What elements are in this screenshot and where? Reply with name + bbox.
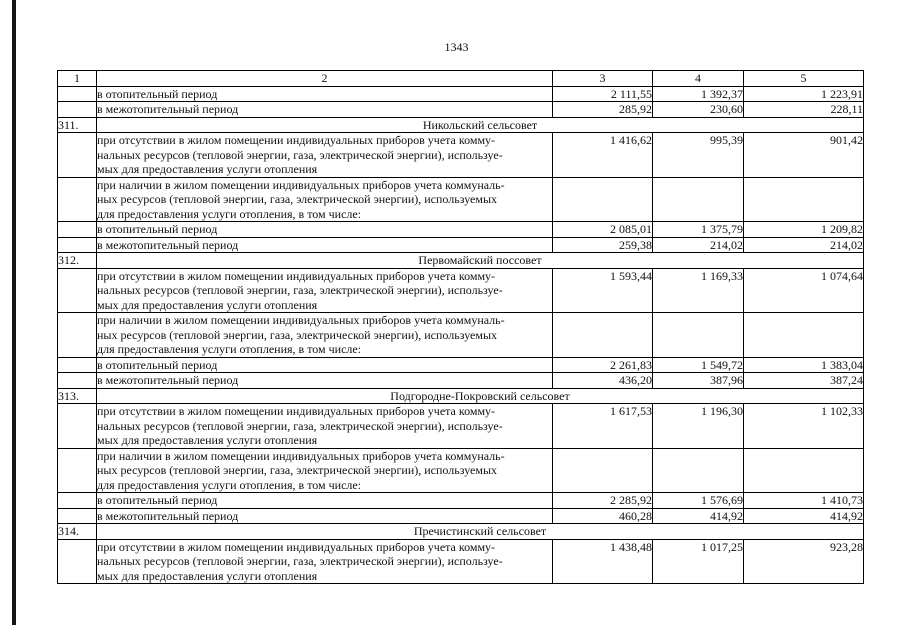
- section-title: Первомайский поссовет: [97, 253, 864, 269]
- description-cell: [97, 404, 553, 449]
- value-cell-col-4: 387,96: [653, 373, 744, 389]
- value-cell-col-4: 995,39: [653, 133, 744, 178]
- tariff-table: [57, 70, 864, 584]
- value-cell-col-4: [653, 313, 744, 358]
- value-cell-col-4: 230,60: [653, 102, 744, 118]
- description-cell: [97, 86, 553, 102]
- description-cell: [97, 508, 553, 524]
- table-row: [58, 313, 864, 358]
- row-number-cell: 312.: [58, 253, 97, 269]
- description-line: мых для предоставления услуги отопления: [97, 568, 318, 583]
- value-cell-col-5: 1 410,73: [744, 493, 864, 509]
- value-cell-col-5: 1 209,82: [744, 222, 864, 238]
- value-cell-col-4: 1 392,37: [653, 86, 744, 102]
- table-row: [58, 102, 864, 118]
- value-cell-col-3: 2 285,92: [553, 493, 653, 509]
- value-cell-col-4: 1 169,33: [653, 268, 744, 313]
- row-number-cell: [58, 493, 97, 509]
- value-cell-col-5: 1 074,64: [744, 268, 864, 313]
- value-cell-col-5: 901,42: [744, 133, 864, 178]
- value-cell-col-3: 285,92: [553, 102, 653, 118]
- row-number-cell: [58, 268, 97, 313]
- description-line: нальных ресурсов (тепловой энергии, газа, электрической энергии), используе-: [97, 418, 503, 433]
- column-header-5: 5: [744, 71, 864, 87]
- value-cell-col-5: 387,24: [744, 373, 864, 389]
- value-cell-col-5: 414,92: [744, 508, 864, 524]
- row-number-cell: [58, 404, 97, 449]
- description-line: ных ресурсов (тепловой энергии, газа, электрической энергии), используемых: [97, 192, 498, 206]
- row-number-cell: [58, 177, 97, 222]
- value-cell-col-3: 1 438,48: [553, 539, 653, 584]
- value-cell-col-3: 1 416,62: [553, 133, 653, 178]
- description-cell: [97, 222, 553, 238]
- description-line: ных ресурсов (тепловой энергии, газа, электрической энергии), используемых: [97, 463, 498, 477]
- row-number-cell: [58, 102, 97, 118]
- description-line: для предоставления услуги отопления, в том числе:: [97, 477, 362, 492]
- description-line: при отсутствии в жилом помещении индивидуальных приборов учета комму-: [97, 268, 496, 283]
- row-number-cell: [58, 237, 97, 253]
- description-line: при наличии в жилом помещении индивидуальных приборов учета коммуналь-: [97, 313, 505, 327]
- table-row: [58, 237, 864, 253]
- value-cell-col-3: 2 085,01: [553, 222, 653, 238]
- value-cell-col-4: [653, 448, 744, 493]
- description-line: при отсутствии в жилом помещении индивидуальных приборов учета комму-: [97, 133, 496, 147]
- section-title: Никольский сельсовет: [97, 117, 864, 133]
- row-number-cell: [58, 133, 97, 178]
- value-cell-col-5: 214,02: [744, 237, 864, 253]
- description-line: в отопительный период: [97, 222, 218, 236]
- value-cell-col-3: 436,20: [553, 373, 653, 389]
- value-cell-col-3: 460,28: [553, 508, 653, 524]
- section-row: [58, 388, 864, 404]
- value-cell-col-4: 1 375,79: [653, 222, 744, 238]
- table-row: [58, 373, 864, 389]
- value-cell-col-5: 1 102,33: [744, 404, 864, 449]
- row-number-cell: 314.: [58, 524, 97, 540]
- row-number-cell: [58, 357, 97, 373]
- table-row: [58, 357, 864, 373]
- description-line: в межотопительный период: [97, 237, 239, 252]
- description-cell: [97, 539, 553, 584]
- description-line: при отсутствии в жилом помещении индивидуальных приборов учета комму-: [97, 539, 496, 554]
- section-row: [58, 117, 864, 133]
- description-line: в межотопительный период: [97, 373, 239, 387]
- description-line: в межотопительный период: [97, 102, 239, 116]
- table-row: [58, 508, 864, 524]
- value-cell-col-5: 1 223,91: [744, 86, 864, 102]
- value-cell-col-4: 1 576,69: [653, 493, 744, 509]
- row-number-cell: [58, 448, 97, 493]
- description-cell: [97, 133, 553, 178]
- description-line: для предоставления услуги отопления, в том числе:: [97, 206, 362, 221]
- value-cell-col-3: [553, 313, 653, 358]
- row-number-cell: [58, 222, 97, 238]
- table-header: [58, 71, 864, 87]
- description-cell: [97, 313, 553, 358]
- description-line: ных ресурсов (тепловой энергии, газа, электрической энергии), используемых: [97, 327, 498, 342]
- row-number-cell: [58, 539, 97, 584]
- section-row: [58, 253, 864, 269]
- header-row: [58, 71, 864, 87]
- description-line: при отсутствии в жилом помещении индивидуальных приборов учета комму-: [97, 404, 496, 418]
- table-row: [58, 133, 864, 178]
- row-number-cell: [58, 508, 97, 524]
- value-cell-col-5: 228,11: [744, 102, 864, 118]
- description-line: нальных ресурсов (тепловой энергии, газа, электрической энергии), используе-: [97, 283, 503, 297]
- column-header-3: 3: [553, 71, 653, 87]
- scan-edge-bar: [12, 0, 16, 625]
- value-cell-col-4: [653, 177, 744, 222]
- value-cell-col-4: 214,02: [653, 237, 744, 253]
- table-body: [58, 86, 864, 584]
- value-cell-col-3: 1 617,53: [553, 404, 653, 449]
- row-number-cell: [58, 373, 97, 389]
- table-row: [58, 493, 864, 509]
- description-line: в отопительный период: [97, 86, 218, 101]
- description-line: для предоставления услуги отопления, в том числе:: [97, 342, 362, 356]
- description-cell: [97, 237, 553, 253]
- description-cell: [97, 357, 553, 373]
- table-row: [58, 539, 864, 584]
- value-cell-col-4: 1 196,30: [653, 404, 744, 449]
- description-line: в отопительный период: [97, 493, 218, 507]
- value-cell-col-3: [553, 177, 653, 222]
- value-cell-col-5: [744, 313, 864, 358]
- description-cell: [97, 448, 553, 493]
- value-cell-col-5: [744, 448, 864, 493]
- description-cell: [97, 493, 553, 509]
- value-cell-col-3: [553, 448, 653, 493]
- description-line: при наличии в жилом помещении индивидуальных приборов учета коммуналь-: [97, 448, 505, 463]
- page-number: 1343: [444, 40, 469, 54]
- description-line: мых для предоставления услуги отопления: [97, 433, 318, 447]
- section-title: Подгородне-Покровский сельсовет: [97, 388, 864, 404]
- description-line: в отопительный период: [97, 357, 218, 372]
- column-header-2: 2: [97, 71, 553, 87]
- description-line: нальных ресурсов (тепловой энергии, газа, электрической энергии), используе-: [97, 147, 503, 162]
- table-row: [58, 86, 864, 102]
- description-line: мых для предоставления услуги отопления: [97, 162, 318, 176]
- table-row: [58, 448, 864, 493]
- value-cell-col-3: 2 261,83: [553, 357, 653, 373]
- section-row: [58, 524, 864, 540]
- description-cell: [97, 102, 553, 118]
- table-row: [58, 404, 864, 449]
- description-cell: [97, 268, 553, 313]
- value-cell-col-3: 259,38: [553, 237, 653, 253]
- description-line: нальных ресурсов (тепловой энергии, газа, электрической энергии), используе-: [97, 554, 503, 568]
- value-cell-col-3: 1 593,44: [553, 268, 653, 313]
- value-cell-col-3: 2 111,55: [553, 86, 653, 102]
- description-line: в межотопительный период: [97, 508, 239, 523]
- value-cell-col-5: [744, 177, 864, 222]
- description-cell: [97, 373, 553, 389]
- row-number-cell: [58, 86, 97, 102]
- column-header-1: 1: [58, 71, 97, 87]
- column-header-4: 4: [653, 71, 744, 87]
- table-row: [58, 222, 864, 238]
- value-cell-col-4: 414,92: [653, 508, 744, 524]
- row-number-cell: 311.: [58, 117, 97, 133]
- description-cell: [97, 177, 553, 222]
- value-cell-col-5: 1 383,04: [744, 357, 864, 373]
- value-cell-col-5: 923,28: [744, 539, 864, 584]
- description-line: при наличии в жилом помещении индивидуальных приборов учета коммуналь-: [97, 177, 505, 192]
- row-number-cell: 313.: [58, 388, 97, 404]
- value-cell-col-4: 1 017,25: [653, 539, 744, 584]
- section-title: Пречистинский сельсовет: [97, 524, 864, 540]
- value-cell-col-4: 1 549,72: [653, 357, 744, 373]
- table-row: [58, 177, 864, 222]
- description-line: мых для предоставления услуги отопления: [97, 297, 318, 312]
- row-number-cell: [58, 313, 97, 358]
- table-row: [58, 268, 864, 313]
